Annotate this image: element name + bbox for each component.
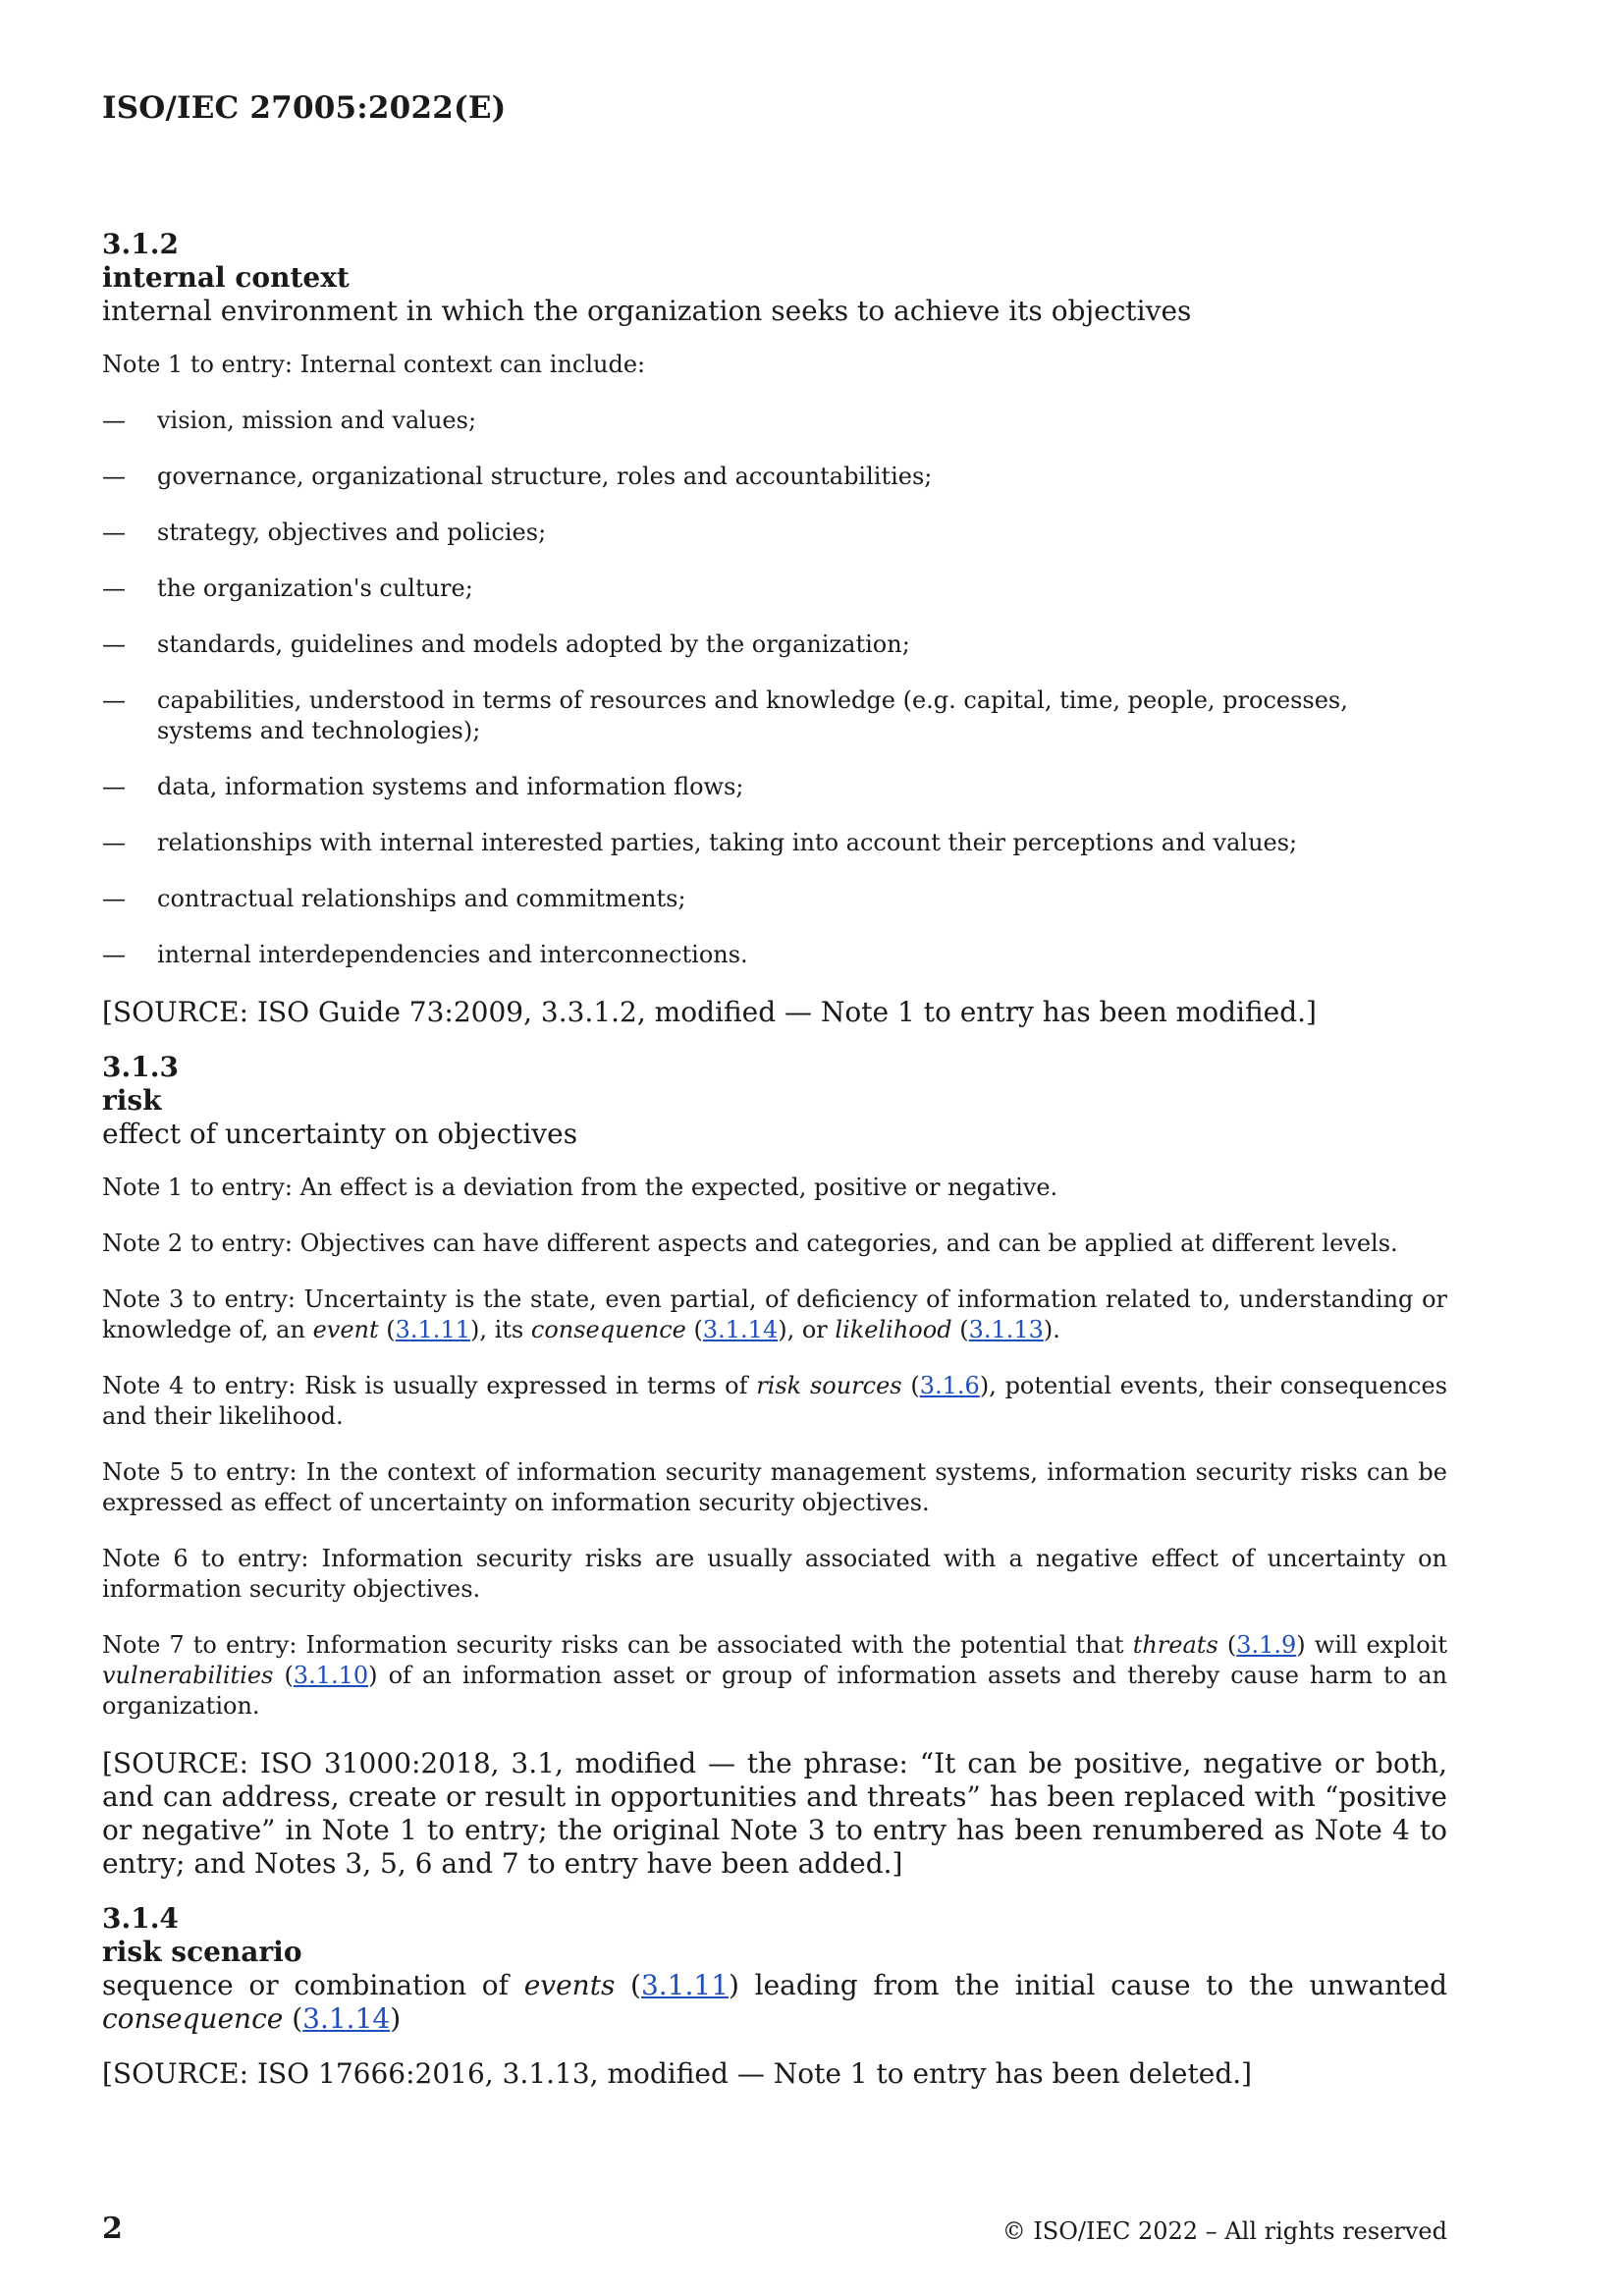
def-text: sequence or combination of: [102, 1969, 524, 2001]
document-body: [102, 228, 1447, 2112]
list-item-text: the organization's culture;: [157, 574, 473, 602]
note-text: (: [685, 1316, 703, 1343]
list-item-text: relationships with internal interested parties, taking into account their perceptions and values;: [157, 829, 1298, 856]
dash-mark: —: [102, 407, 126, 434]
dash-mark: —: [102, 686, 126, 714]
italic-term: consequence: [102, 2002, 284, 2035]
entry-3-1-4: [102, 1902, 1447, 2091]
term-title: risk scenario: [102, 1936, 302, 1968]
note-5: Note 5 to entry: In the context of information security management systems, information security risks can be expressed as effect of uncertainty on information security objectives.: [102, 1458, 1447, 1516]
list-item: [102, 940, 1447, 970]
term-title: internal context: [102, 261, 350, 294]
copyright-notice: © ISO/IEC 2022 – All rights reserved: [1001, 2217, 1447, 2245]
list-item: [102, 828, 1447, 858]
term-title: risk: [102, 1084, 162, 1117]
ref-link-3-1-14[interactable]: 3.1.14: [702, 1316, 779, 1343]
ref-link-3-1-6[interactable]: 3.1.6: [919, 1372, 980, 1399]
note-1: Note 1 to entry: An effect is a deviation from the expected, positive or negative.: [102, 1174, 1058, 1201]
list-item: [102, 685, 1447, 746]
note-text: ).: [1043, 1316, 1060, 1343]
note-text: ), or: [778, 1316, 836, 1343]
list-item: [102, 884, 1447, 914]
term-definition: [102, 1969, 1447, 2036]
list-item-text: strategy, objectives and policies;: [157, 519, 547, 546]
note-2: Note 2 to entry: Objectives can have different aspects and categories, and can be applied at different levels.: [102, 1230, 1398, 1257]
list-item-text: internal interdependencies and interconnections.: [157, 941, 748, 968]
term-definition: effect of uncertainty on objectives: [102, 1118, 578, 1150]
italic-term: vulnerabilities: [102, 1662, 274, 1689]
ref-link-3-1-11[interactable]: 3.1.11: [395, 1316, 470, 1343]
list-item: [102, 462, 1447, 492]
note-text: ), potential events, their consequences and their likelihood.: [102, 1372, 1448, 1430]
def-text: (: [615, 1969, 641, 2001]
list-item: [102, 406, 1447, 436]
internal-context-list: [102, 406, 1447, 970]
italic-term: events: [523, 1969, 616, 2001]
list-item: [102, 518, 1447, 548]
note-text: (: [378, 1316, 396, 1343]
note-text: ) will exploit: [1296, 1631, 1448, 1659]
list-item-text: data, information systems and information flows;: [157, 773, 744, 800]
def-text: (: [283, 2002, 303, 2035]
note-text: ), its: [469, 1316, 531, 1343]
ref-link-3-1-11[interactable]: 3.1.11: [640, 1969, 730, 2001]
ref-link-3-1-10[interactable]: 3.1.10: [293, 1662, 369, 1689]
note-text: (: [951, 1316, 969, 1343]
document-header: ISO/IEC 27005:2022(E): [102, 90, 507, 126]
ref-link-3-1-9[interactable]: 3.1.9: [1236, 1631, 1297, 1659]
list-item-text: contractual relationships and commitments;: [157, 885, 686, 912]
term-number: 3.1.3: [102, 1051, 179, 1083]
note-text: (: [273, 1662, 294, 1689]
source-citation: [SOURCE: ISO Guide 73:2009, 3.3.1.2, modified — Note 1 to entry has been modified.]: [102, 996, 1317, 1028]
list-item: [102, 629, 1447, 660]
dash-mark: —: [102, 574, 126, 602]
note-1: Note 1 to entry: Internal context can include:: [102, 351, 646, 378]
dash-mark: —: [102, 941, 126, 968]
note-text: Note 7 to entry: Information security risks can be associated with the potential that: [102, 1631, 1133, 1659]
source-citation: [SOURCE: ISO 31000:2018, 3.1, modified — the phrase: “It can be positive, negative or both, and can address, create or result in opportunities and threats” has been replaced with “positive or negative” in Note 1 to entry; the original Note 3 to entry has been renumbered as Note 4 to entry; and Notes 3, 5, 6 and 7 to entry have been added.]: [102, 1747, 1447, 1880]
page-number: 2: [102, 2212, 123, 2246]
dash-mark: —: [102, 773, 126, 800]
dash-mark: —: [102, 885, 126, 912]
list-item: [102, 574, 1447, 604]
note-text: ) of an information asset or group of information assets and thereby cause harm to an organization.: [102, 1662, 1447, 1720]
list-item-text: governance, organizational structure, roles and accountabilities;: [157, 463, 933, 490]
italic-term: consequence: [530, 1316, 686, 1343]
def-text: ) leading from the initial cause to the unwanted: [729, 1969, 1448, 2001]
note-4: [102, 1371, 1447, 1432]
list-item-text: standards, guidelines and models adopted by the organization;: [157, 630, 910, 658]
note-text: Note 4 to entry: Risk is usually expressed in terms of: [102, 1372, 757, 1399]
entry-3-1-2: [102, 228, 1447, 1029]
def-text: ): [390, 2002, 402, 2035]
dash-mark: —: [102, 829, 126, 856]
note-3: [102, 1285, 1447, 1345]
term-definition: internal environment in which the organization seeks to achieve its objectives: [102, 295, 1192, 327]
note-6: Note 6 to entry: Information security risks are usually associated with a negative effect of uncertainty on information security objectives.: [102, 1545, 1447, 1603]
entry-3-1-3: [102, 1051, 1447, 1881]
note-text: Note 3 to entry: Uncertainty is the state, even partial, of deficiency of information related to, understanding or knowledge of, an: [102, 1285, 1447, 1343]
list-item: [102, 772, 1447, 802]
italic-term: event: [312, 1316, 379, 1343]
note-7: [102, 1630, 1447, 1722]
dash-mark: —: [102, 463, 126, 490]
term-number: 3.1.4: [102, 1902, 179, 1935]
source-citation: [SOURCE: ISO 17666:2016, 3.1.13, modified — Note 1 to entry has been deleted.]: [102, 2057, 1253, 2090]
dash-mark: —: [102, 519, 126, 546]
note-text: (: [901, 1372, 920, 1399]
italic-term: likelihood: [835, 1316, 952, 1343]
dash-mark: —: [102, 630, 126, 658]
list-item-text: capabilities, understood in terms of resources and knowledge (e.g. capital, time, people, processes, systems and technologies);: [157, 686, 1348, 744]
ref-link-3-1-14[interactable]: 3.1.14: [302, 2002, 391, 2035]
note-text: (: [1217, 1631, 1237, 1659]
list-item-text: vision, mission and values;: [157, 407, 477, 434]
italic-term: risk sources: [756, 1372, 902, 1399]
term-number: 3.1.2: [102, 228, 179, 260]
italic-term: threats: [1132, 1631, 1218, 1659]
ref-link-3-1-13[interactable]: 3.1.13: [968, 1316, 1044, 1343]
